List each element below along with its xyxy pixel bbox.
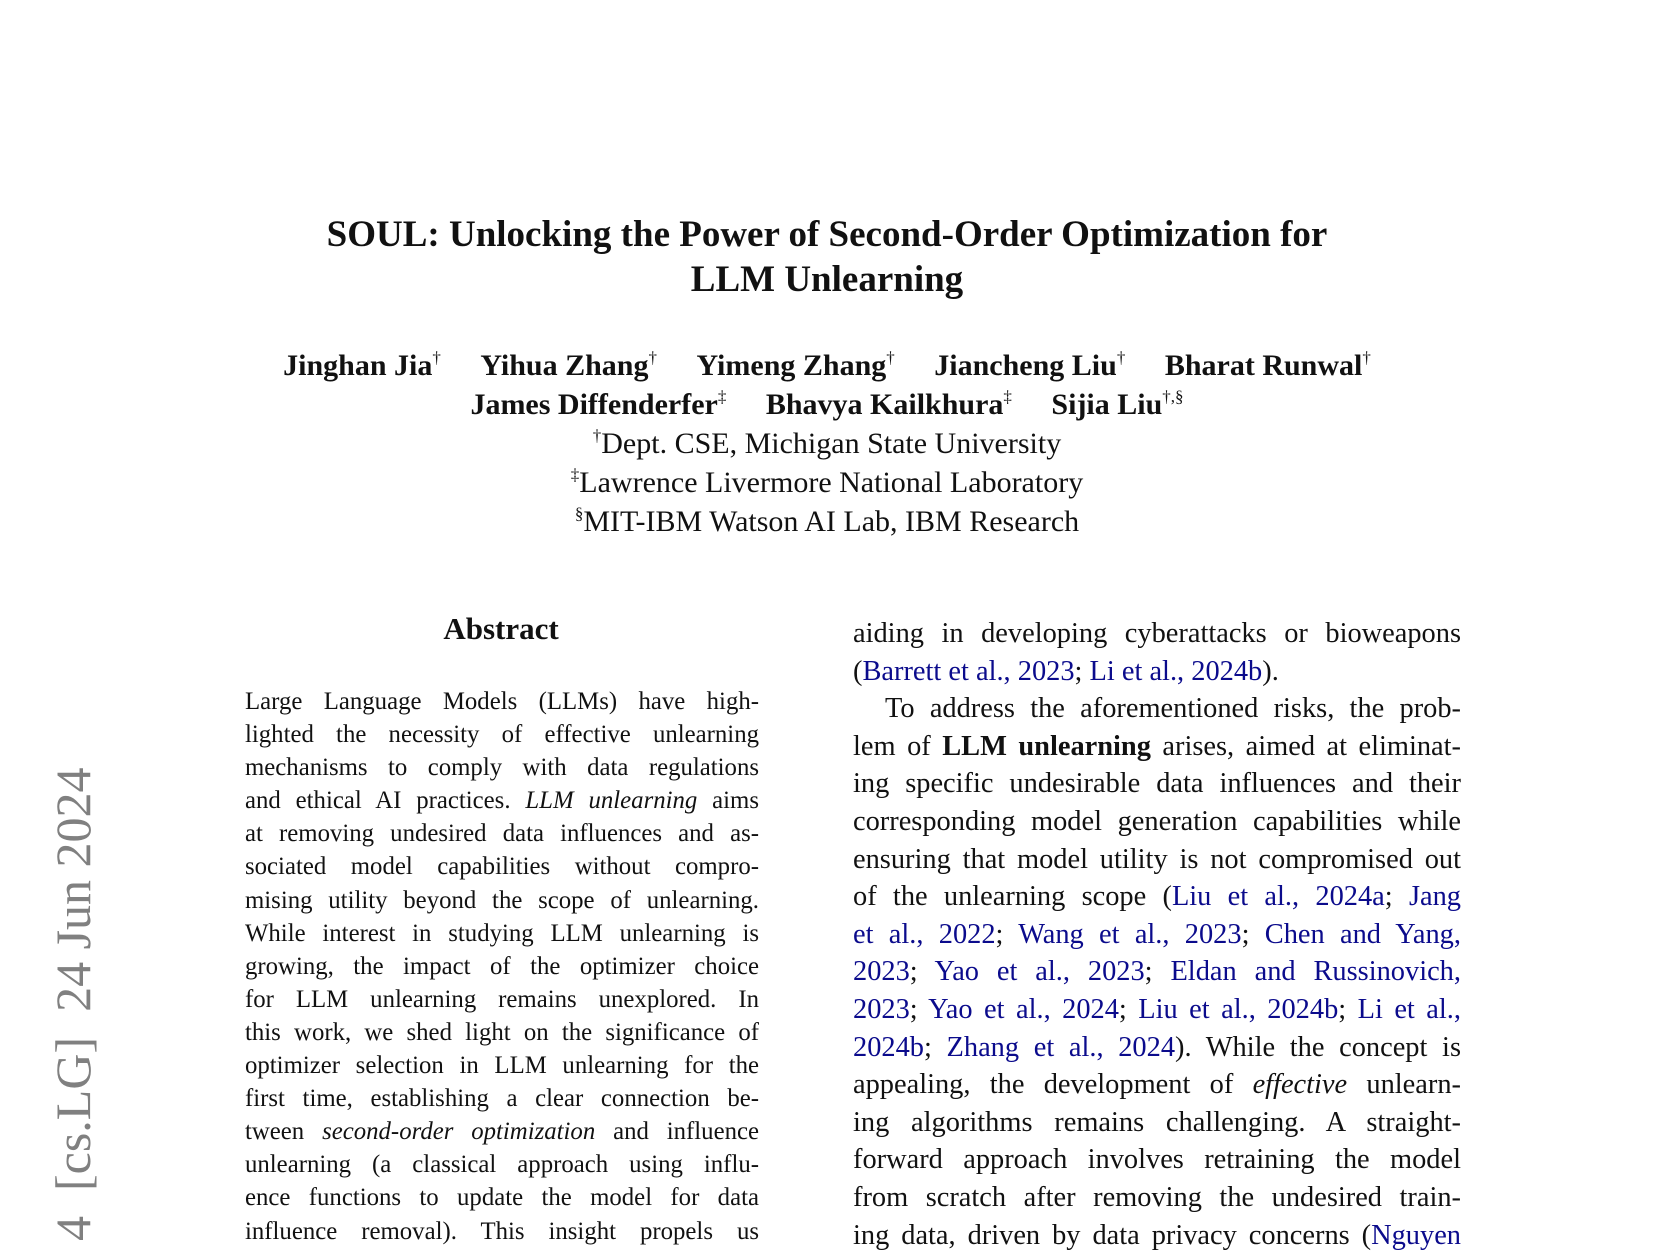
body-line: lem of LLM unlearning arises, aimed at eliminat- (853, 728, 1461, 766)
affiliation-mark: †,§ (1162, 387, 1183, 406)
abstract-line: and ethical AI practices. LLM unlearning aims (245, 784, 759, 817)
abstract-line: unlearning (a classical approach using influ- (245, 1148, 759, 1181)
abstract-body (245, 685, 759, 1248)
citation-link[interactable]: Li et al., (1358, 994, 1461, 1025)
body-line: aiding in developing cyberattacks or bioweapons (853, 615, 1461, 653)
author: Jiancheng Liu† (934, 349, 1125, 382)
author: James Diffenderfer‡ (470, 388, 726, 421)
abstract-line: this work, we shed light on the significance of (245, 1016, 759, 1049)
abstract-line: optimizer selection in LLM unlearning for the (245, 1049, 759, 1082)
citation-link[interactable]: Eldan and Russinovich, (1170, 956, 1461, 987)
abstract-line: mising utility beyond the scope of unlearning. (245, 884, 759, 917)
title-line-1: SOUL: Unlocking the Power of Second-Order Optimization for (0, 212, 1654, 257)
author: Sijia Liu†,§ (1051, 388, 1183, 421)
body-line: from scratch after removing the undesired train- (853, 1179, 1461, 1217)
body-line: forward approach involves retraining the model (853, 1141, 1461, 1179)
affiliation-mark: † (432, 348, 441, 367)
citation-link[interactable]: Chen and Yang, (1265, 919, 1461, 950)
affiliation: †Dept. CSE, Michigan State University (0, 424, 1654, 463)
abstract-line: lighted the necessity of effective unlearning (245, 718, 759, 751)
abstract-line: at removing undesired data influences and as- (245, 817, 759, 850)
abstract-line: sociated model capabilities without compro- (245, 850, 759, 883)
affiliation-mark: † (886, 348, 895, 367)
body-line: of the unlearning scope (Liu et al., 2024a; Jang (853, 878, 1461, 916)
citation-link[interactable]: Jang (1409, 881, 1461, 912)
title-line-2: LLM Unlearning (0, 257, 1654, 302)
paper-title (0, 212, 1654, 302)
abstract-line: Large Language Models (LLMs) have high- (245, 685, 759, 718)
citation-link[interactable]: Liu et al., 2024a (1172, 881, 1385, 912)
body-line: 2023; Yao et al., 2024; Liu et al., 2024b; Li et al., (853, 991, 1461, 1029)
author: Yimeng Zhang† (697, 349, 895, 382)
body-line: et al., 2022; Wang et al., 2023; Chen and Yang, (853, 916, 1461, 954)
body-line: ing data, driven by data privacy concerns (Nguyen (853, 1217, 1461, 1254)
affiliation: §MIT-IBM Watson AI Lab, IBM Research (0, 502, 1654, 541)
body-line: To address the aforementioned risks, the prob- (853, 690, 1461, 728)
citation-link[interactable]: Liu et al., 2024b (1138, 994, 1338, 1025)
citation-link[interactable]: Yao et al., 2023 (935, 956, 1145, 987)
arxiv-stamp: 4 [cs.LG] 24 Jun 2024 (48, 767, 98, 1241)
abstract-line: mechanisms to comply with data regulations (245, 751, 759, 784)
body-line: corresponding model generation capabilities while (853, 803, 1461, 841)
abstract-line: ence functions to update the model for data (245, 1181, 759, 1214)
abstract-heading: Abstract (243, 611, 759, 647)
author: Jinghan Jia† (283, 349, 441, 382)
author: Bharat Runwal† (1165, 349, 1371, 382)
affiliation-mark: † (1362, 348, 1371, 367)
citation-link[interactable]: 2024b (853, 1032, 924, 1063)
citation-link[interactable]: Yao et al., 2024 (928, 994, 1119, 1025)
author-row-1 (0, 346, 1654, 385)
citation-link[interactable]: 2023 (853, 956, 910, 987)
body-line: (Barrett et al., 2023; Li et al., 2024b). (853, 653, 1461, 691)
abstract-line: growing, the impact of the optimizer choice (245, 950, 759, 983)
affiliation-mark: ‡ (1003, 387, 1012, 406)
abstract-line: tween second-order optimization and influence (245, 1115, 759, 1148)
citation-link[interactable]: Zhang et al., 2024 (947, 1032, 1175, 1063)
citation-link[interactable]: Barrett et al., 2023 (862, 656, 1074, 687)
affiliation: ‡Lawrence Livermore National Laboratory (0, 463, 1654, 502)
abstract-line: first time, establishing a clear connection be- (245, 1082, 759, 1115)
affiliation-list (0, 424, 1654, 541)
body-line: ing algorithms remains challenging. A straight- (853, 1104, 1461, 1142)
abstract-line: influence removal). This insight propels us (245, 1215, 759, 1248)
citation-link[interactable]: et al., 2022 (853, 919, 996, 950)
author: Yihua Zhang† (480, 349, 657, 382)
citation-link[interactable]: Wang et al., 2023 (1018, 919, 1241, 950)
body-line: 2024b; Zhang et al., 2024). While the concept is (853, 1029, 1461, 1067)
abstract-line: for LLM unlearning remains unexplored. In (245, 983, 759, 1016)
affiliation-mark: † (1117, 348, 1126, 367)
citation-link[interactable]: Li et al., 2024b (1090, 656, 1263, 687)
citation-link[interactable]: Nguyen (1371, 1220, 1461, 1251)
body-line: ing specific undesirable data influences and their (853, 765, 1461, 803)
body-line: 2023; Yao et al., 2023; Eldan and Russinovich, (853, 953, 1461, 991)
body-line: appealing, the development of effective unlearn- (853, 1066, 1461, 1104)
intro-body (853, 615, 1461, 1254)
citation-link[interactable]: 2023 (853, 994, 910, 1025)
author-list (0, 346, 1654, 424)
abstract-line: While interest in studying LLM unlearning is (245, 917, 759, 950)
author-row-2 (0, 385, 1654, 424)
affiliation-mark: † (649, 348, 658, 367)
author: Bhavya Kailkhura‡ (766, 388, 1012, 421)
body-line: ensuring that model utility is not compromised out (853, 841, 1461, 879)
affiliation-mark: ‡ (718, 387, 727, 406)
